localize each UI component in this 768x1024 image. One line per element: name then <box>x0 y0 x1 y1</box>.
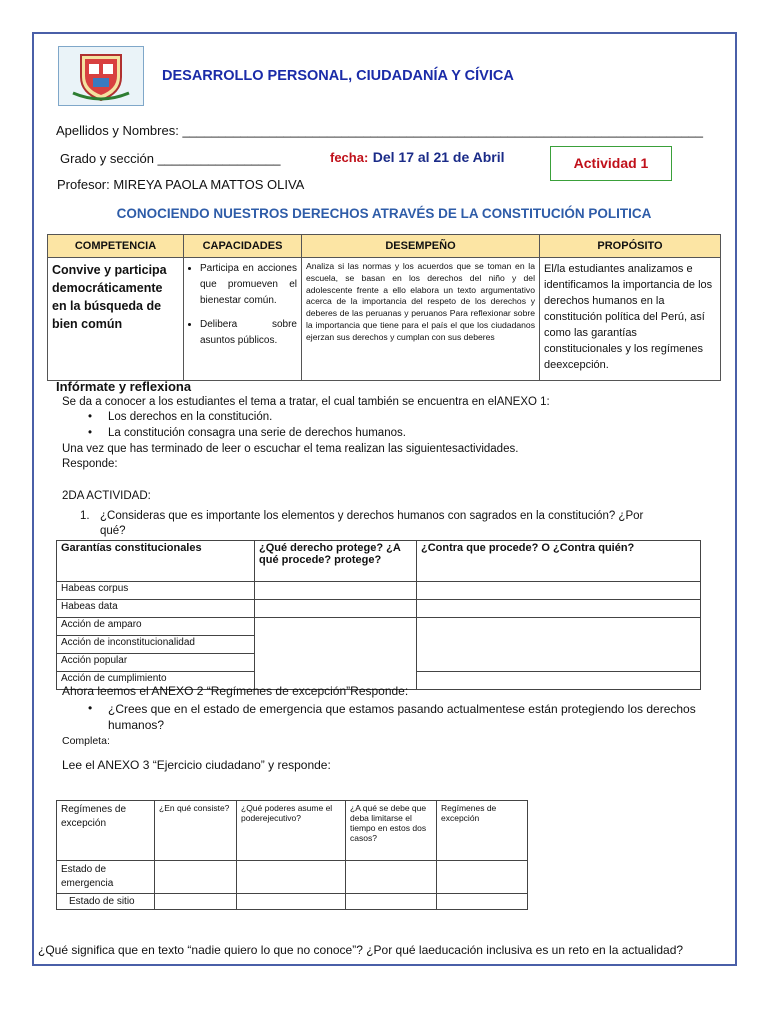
name-blank: ________________________________________________________________________ <box>182 123 704 138</box>
subject-title: DESARROLLO PERSONAL, CIUDADANÍA Y CÍVICA <box>162 68 514 84</box>
answer-cell[interactable] <box>346 894 437 910</box>
header-consiste: ¿En qué consiste? <box>155 801 237 861</box>
guarantees-table <box>56 540 701 690</box>
header-desempeno: DESEMPEÑO <box>302 235 540 258</box>
section-intro: Se da a conocer a los estudiantes el tema a tratar, el cual también se encuentra en elANEXO 1: <box>62 396 550 408</box>
header-poderes: ¿Qué poderes asume el poderejecutivo? <box>237 801 346 861</box>
header-garantias: Garantías constitucionales <box>57 541 255 582</box>
header-que-derecho: ¿Qué derecho protege? ¿A qué procede? protege? <box>255 541 417 582</box>
answer-cell[interactable] <box>255 582 417 600</box>
bullet-marker: • <box>88 701 93 715</box>
header-regimenes: Regímenes de excepción <box>57 801 155 861</box>
table-row: Habeas corpus <box>57 582 255 600</box>
responde-label: Responde: <box>62 458 118 470</box>
table-row: Habeas data <box>57 600 255 618</box>
header-limitarse: ¿A qué se debe que deba limitarse el tiempo en estos dos casos? <box>346 801 437 861</box>
bullet-item: • Los derechos en la constitución. <box>88 411 273 423</box>
desempeno-cell: Analiza si las normas y los acuerdos que se toman en la escuela, se basan en los derechos del niño y del adolescente frente a ello elabora un texto argumentativo acerca de la importancia del respeto de los derechos y deberes de las peruanas y peruanos Para reflexionar sobre la importancia que tiene para el país el que los ciudadanos ejerzan sus derechos y cumplan con sus deberes <box>302 258 540 381</box>
name-line <box>56 123 703 138</box>
section-title: Infórmate y reflexiona <box>56 379 192 394</box>
competencia-cell: Convive y participa democráticamente en la búsqueda de bien común <box>48 258 184 381</box>
question1-line1: ¿Consideras que es importante los elementos y derechos humanos con sagrados en la constitución? ¿Por <box>100 510 644 522</box>
lesson-title: CONOCIENDO NUESTROS DERECHOS ATRAVÉS DE LA CONSTITUCIÓN POLITICA <box>116 206 652 221</box>
proposito-cell: El/la estudiantes analizamos e identificamos la importancia de los derechos humanos en la constitución política del Perú, así como las garantías constitucionales y los regímenes deexcepción. <box>540 258 721 381</box>
table-row: Estado de sitio <box>57 894 155 910</box>
answer-cell[interactable] <box>155 894 237 910</box>
anexo2-question: ¿Crees que en el estado de emergencia que estamos pasando actualmentese están protegiendo los derechos humanos? <box>108 702 696 732</box>
header-regimenes-2: Regímenes de excepción <box>437 801 528 861</box>
date-value: Del 17 al 21 de Abril <box>372 149 505 165</box>
answer-cell[interactable] <box>417 618 701 672</box>
bullet-item: • La constitución consagra una serie de derechos humanos. <box>88 427 406 439</box>
answer-cell[interactable] <box>417 600 701 618</box>
answer-cell[interactable] <box>417 672 701 690</box>
date-label: fecha: <box>330 150 369 165</box>
table-row: Acción de cumplimiento <box>57 672 255 690</box>
table-row: Acción popular <box>57 654 255 672</box>
instructions: Una vez que has terminado de leer o escuchar el tema realizan las siguientesactividades. <box>62 443 519 455</box>
question1-number: 1. <box>80 510 90 522</box>
answer-cell[interactable] <box>437 894 528 910</box>
date-line <box>330 149 505 167</box>
header-capacidades: CAPACIDADES <box>184 235 302 258</box>
header-competencia: COMPETENCIA <box>48 235 184 258</box>
table-row: Acción de inconstitucionalidad <box>57 636 255 654</box>
answer-cell[interactable] <box>417 582 701 600</box>
capacidad-item: • Delibera sobre asuntos públicos. <box>200 317 297 349</box>
name-label: Apellidos y Nombres: <box>56 123 179 138</box>
table-row: Estado de emergencia <box>57 861 155 894</box>
capacidades-cell <box>184 258 302 381</box>
completa-label: Completa: <box>62 735 110 747</box>
answer-cell[interactable] <box>255 618 417 690</box>
answer-cell[interactable] <box>255 600 417 618</box>
competency-table <box>47 234 721 381</box>
grade-label: Grado y sección <box>60 151 154 166</box>
school-logo <box>58 46 144 106</box>
grade-line <box>60 151 280 166</box>
answer-cell[interactable] <box>346 861 437 894</box>
final-question: ¿Qué significa que en texto “nadie quiero lo que no conoce”? ¿Por qué laeducación inclusiva es un reto en la actualidad? <box>38 943 684 957</box>
answer-cell[interactable] <box>237 861 346 894</box>
header-contra-quien: ¿Contra que procede? O ¿Contra quién? <box>417 541 701 582</box>
answer-cell[interactable] <box>155 861 237 894</box>
anexo3-title: Lee el ANEXO 3 “Ejercicio ciudadano” y responde: <box>62 758 331 772</box>
activity-badge: Actividad 1 <box>550 146 672 181</box>
header-proposito: PROPÓSITO <box>540 235 721 258</box>
answer-cell[interactable] <box>437 861 528 894</box>
table-row: Acción de amparo <box>57 618 255 636</box>
question1-line2: qué? <box>100 525 126 537</box>
grade-blank: _________________ <box>157 151 281 166</box>
capacidad-item: • Participa en acciones que promueven el bienestar común. <box>200 261 297 309</box>
teacher-line: Profesor: MIREYA PAOLA MATTOS OLIVA <box>57 177 305 192</box>
answer-cell[interactable] <box>237 894 346 910</box>
activity2-title: 2DA ACTIVIDAD: <box>62 490 151 502</box>
regimes-table <box>56 800 528 910</box>
anexo2-title: Ahora leemos el ANEXO 2 “Regímenes de excepción”Responde: <box>62 684 409 698</box>
